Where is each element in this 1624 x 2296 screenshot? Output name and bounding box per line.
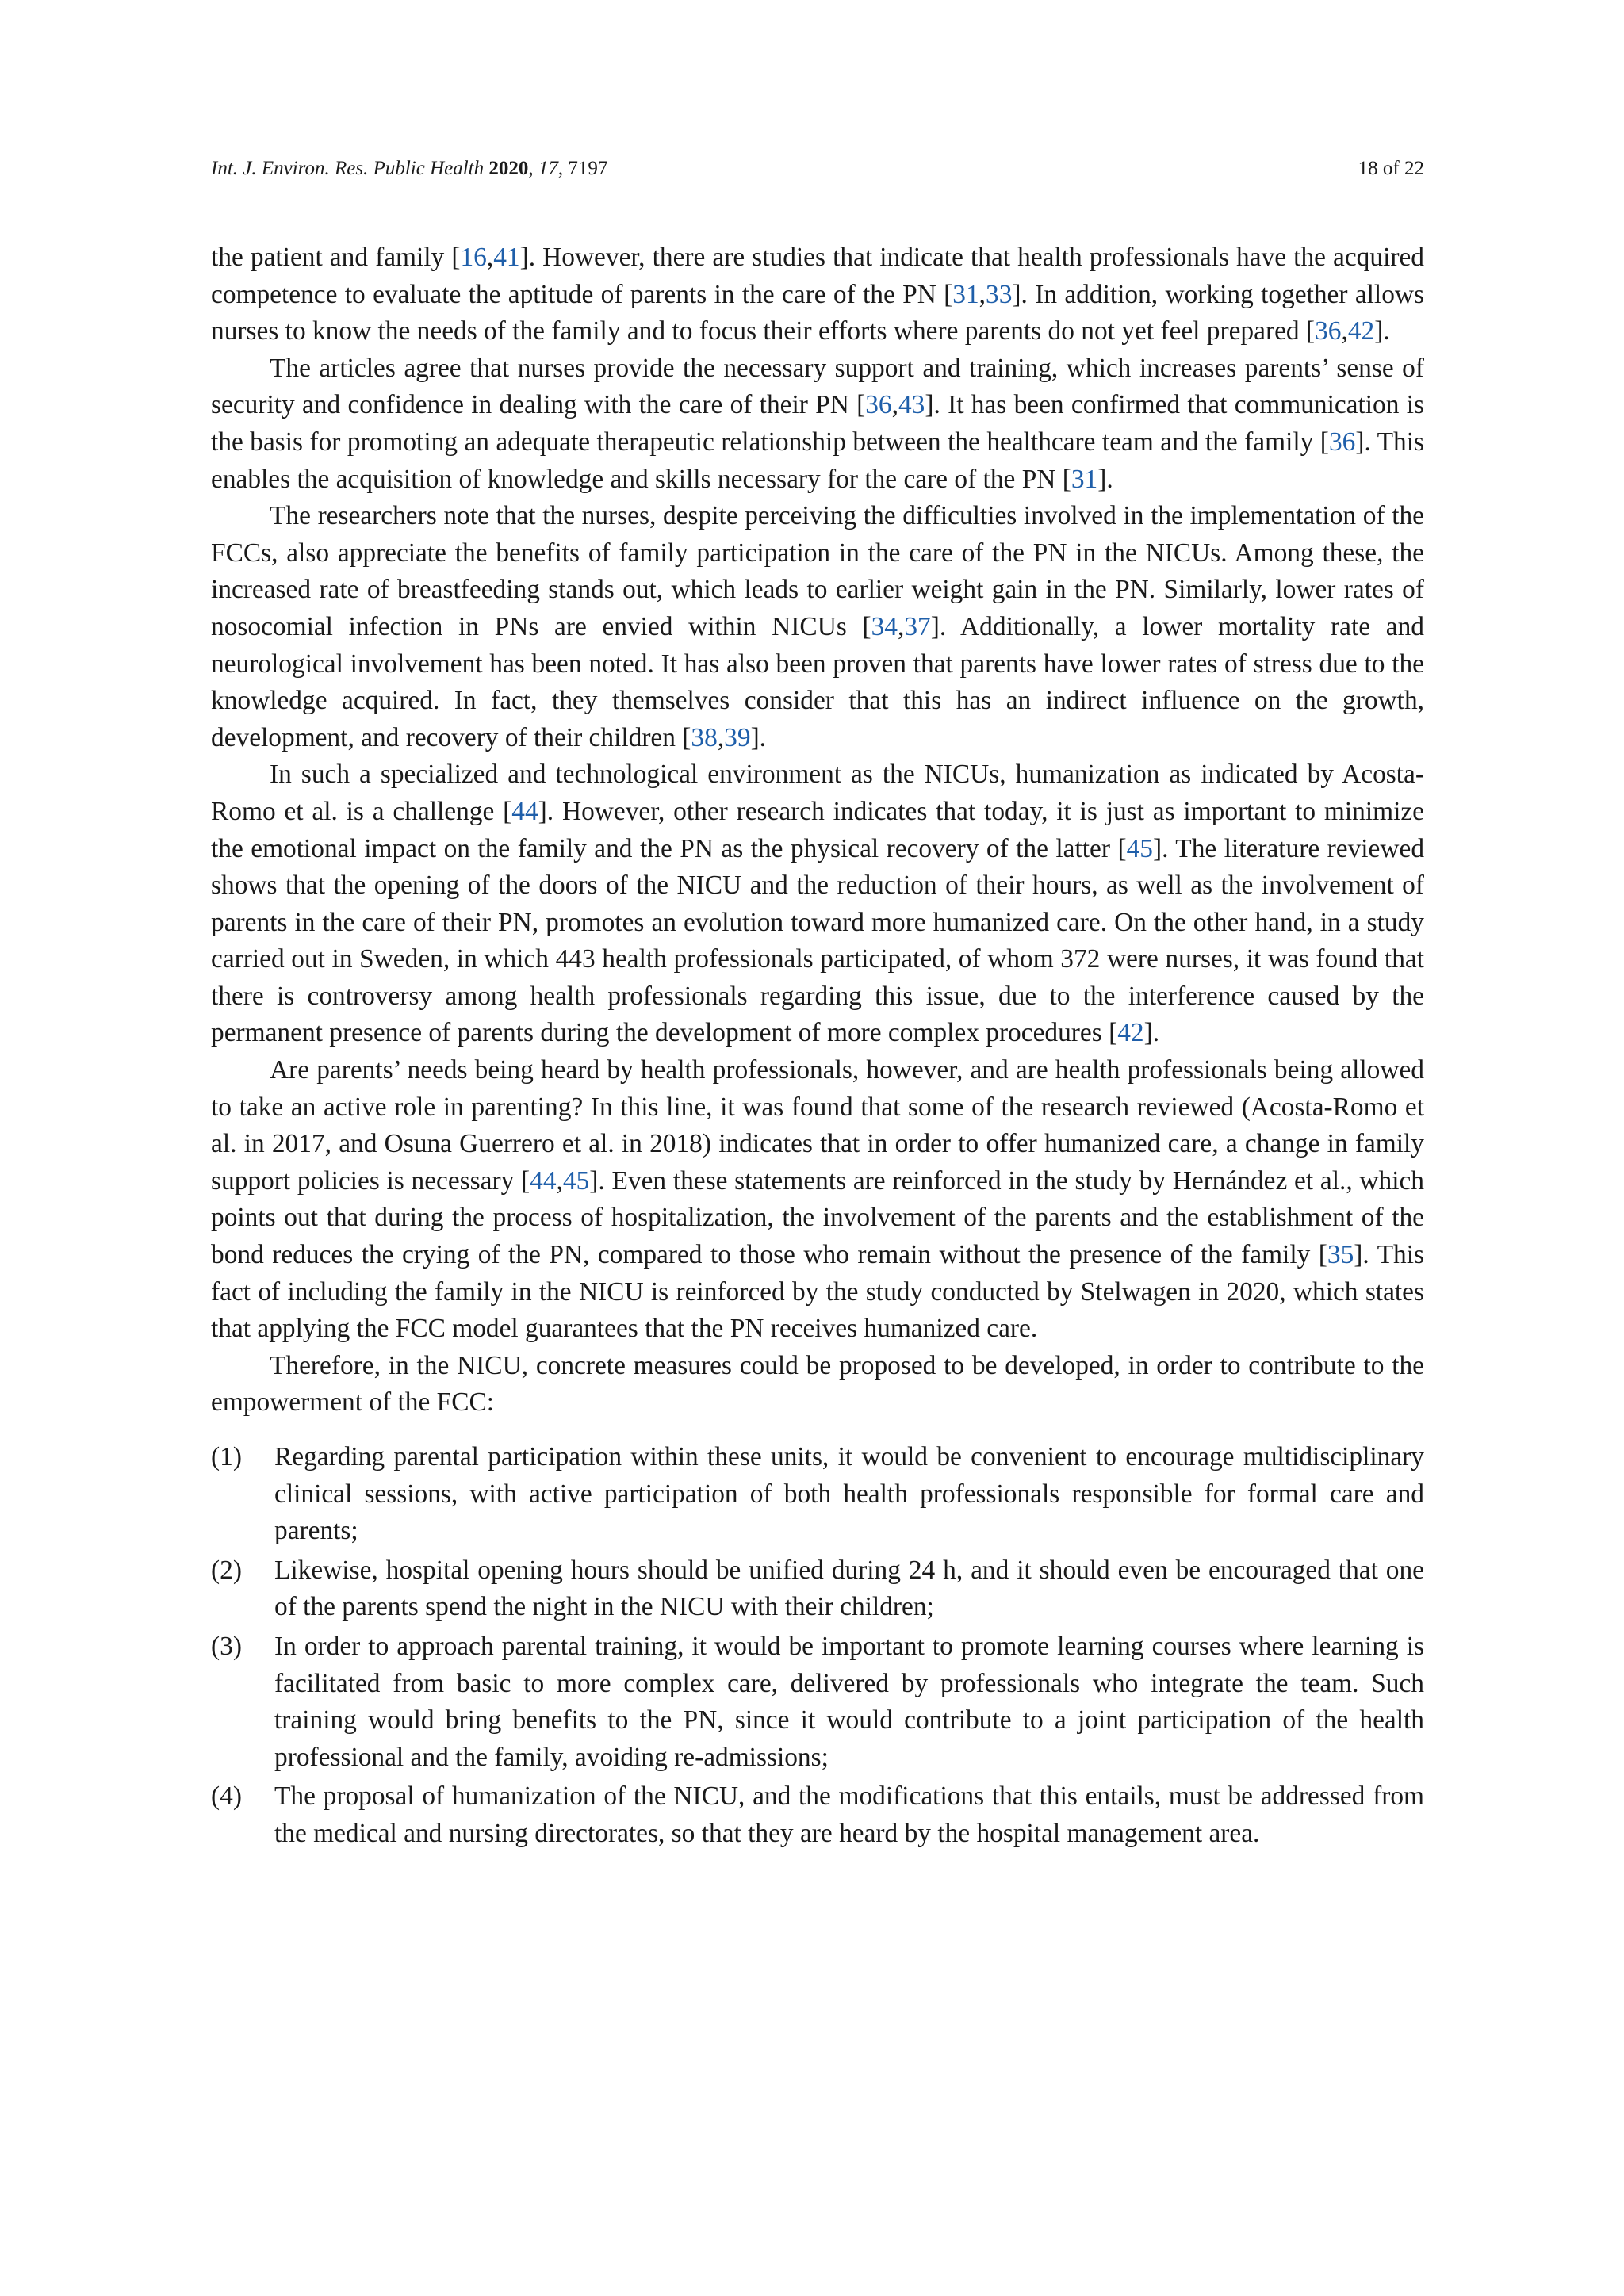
citation-link[interactable]: 42 <box>1117 1018 1144 1048</box>
body-paragraph <box>211 1052 1424 1348</box>
list-item <box>211 1628 1424 1776</box>
paragraph-text: The articles agree that nurses provide the necessary support and training, which increases parents’ sense of security and confidence in dealing with the care of their PN [ <box>211 353 1424 420</box>
citation-link[interactable]: 35 <box>1327 1240 1354 1270</box>
citation-link[interactable]: 31 <box>1071 464 1098 494</box>
citation-link[interactable]: 36 <box>1328 427 1356 457</box>
body-paragraph <box>211 239 1424 350</box>
paragraph-text: ]. <box>1374 316 1390 346</box>
citation-link[interactable]: 36 <box>865 390 892 420</box>
list-item-text: The proposal of humanization of the NICU, and the modifications that this entails, must be addressed from the medical and nursing directorates, so that they are heard by the hospital management area. <box>274 1781 1424 1848</box>
page-number: 18 of 22 <box>1358 158 1424 179</box>
citation-link[interactable]: 31 <box>952 279 979 309</box>
paragraph-text: Are parents’ needs being heard by health professionals, however, and are health professionals being allowed to take an active role in parenting? In this line, it was found that some of the research reviewed (Acosta-Romo et al. in 2017, and Osuna Guerrero et al. in 2018) indicates that in order to offer humanized care, a change in family support policies is necessary [ <box>211 1055 1424 1196</box>
paragraph-text: ]. <box>1097 464 1113 494</box>
list-item-text: In order to approach parental training, it would be important to promote learning courses where learning is facilitated from basic to more complex care, delivered by professionals who integrate the team. Such training would bring benefits to the PN, since it would contribute to a joint participation of the health professional and the family, avoiding re-admissions; <box>274 1631 1424 1772</box>
paragraph-text: , <box>1341 316 1348 346</box>
citation-link[interactable]: 41 <box>493 243 520 272</box>
article-number: 7197 <box>568 158 608 179</box>
list-item-text: Regarding parental participation within these units, it would be convenient to encourage multidisciplinary clinical sessions, with active participation of both health professionals responsible for formal care and parents; <box>274 1442 1424 1546</box>
citation-link[interactable]: 16 <box>460 243 487 272</box>
body-paragraph <box>211 1348 1424 1422</box>
citation-link[interactable]: 39 <box>724 722 751 752</box>
citation-link[interactable]: 44 <box>530 1165 557 1196</box>
paragraph-text: , <box>486 243 494 272</box>
journal-citation: Int. J. Environ. Res. Public Health 2020, 17, 7197 <box>211 158 608 179</box>
paragraph-text: ]. In addition, working together allows nurses to know the needs of the family and to focus their efforts where parents do not yet feel prepared [ <box>211 279 1425 346</box>
list-item <box>211 1778 1424 1852</box>
citation-link[interactable]: 43 <box>898 390 925 420</box>
journal-year: 2020 <box>488 158 529 179</box>
paragraph-text: , <box>556 1165 563 1196</box>
paragraph-text: ]. Even these statements are reinforced in the study by Hernández et al., which points out that during the process of hospitalization, the involvement of the parents and the establishment of the bond reduces the crying of the PN, compared to those who remain without the presence of the family [ <box>211 1165 1424 1270</box>
body-paragraph <box>211 498 1424 756</box>
citation-link[interactable]: 42 <box>1347 316 1375 346</box>
paragraph-text: ]. This fact of including the family in the NICU is reinforced by the study conducted by Stelwagen in 2020, which states that applying the FCC model guarantees that the PN receives humanized care. <box>211 1240 1425 1344</box>
paragraph-text: , <box>898 611 905 641</box>
paragraph-text: ]. The literature reviewed shows that the opening of the doors of the NICU and the reduction of their hours, as well as the involvement of parents in the care of their PN, promotes an evolution toward more humanized care. On the other hand, in a study carried out in Sweden, in which 443 health professionals participated, of whom 372 were nurses, it was found that there is controversy among health professionals regarding this issue, due to the interference caused by the permanent presence of parents during the development of more complex procedures [ <box>211 833 1425 1048</box>
list-item <box>211 1552 1424 1626</box>
list-item-text: Likewise, hospital opening hours should be unified during 24 h, and it should even be encouraged that one of the parents spend the night in the NICU with their children; <box>274 1555 1424 1622</box>
citation-link[interactable]: 45 <box>562 1165 590 1196</box>
paragraph-text: ]. Additionally, a lower mortality rate and neurological involvement has been noted. It has also been proven that parents have lower rates of stress due to the knowledge acquired. In fact, they themselves consider that this has an indirect influence on the growth, development, and recovery of their children [ <box>211 611 1424 752</box>
paragraph-text: ]. This enables the acquisition of knowledge and skills necessary for the care of the PN [ <box>211 427 1425 494</box>
paragraph-text: the patient and family [ <box>211 243 461 272</box>
paragraph-text: The researchers note that the nurses, despite perceiving the difficulties involved in the implementation of the FCCs, also appreciate the benefits of family participation in the care of the PN in the NICUs. Among these, the increased rate of breastfeeding stands out, which leads to earlier weight gain in the PN. Similarly, lower rates of nosocomial infection in PNs are envied within NICUs [ <box>211 501 1424 641</box>
body-paragraph <box>211 350 1424 498</box>
citation-link[interactable]: 37 <box>904 611 931 641</box>
citation-link[interactable]: 34 <box>871 611 898 641</box>
citation-link[interactable]: 45 <box>1126 833 1153 863</box>
paragraph-text: , <box>891 390 898 420</box>
paragraph-text: ]. However, other research indicates that today, it is just as important to minimize the emotional impact on the family and the PN as the physical recovery of the latter [ <box>211 796 1424 863</box>
paragraph-text: In such a specialized and technological environment as the NICUs, humanization as indicated by Acosta-Romo et al. is a challenge [ <box>211 760 1424 826</box>
paragraph-text: ]. It has been confirmed that communication is the basis for promoting an adequate therapeutic relationship between the healthcare team and the family [ <box>211 390 1424 457</box>
article-body <box>211 239 1424 1855</box>
citation-link[interactable]: 33 <box>986 279 1013 309</box>
list-item-number: (4) <box>211 1781 242 1812</box>
page-header <box>211 155 1424 182</box>
list-item <box>211 1439 1424 1550</box>
list-item-number: (2) <box>211 1555 242 1585</box>
body-paragraph <box>211 756 1424 1052</box>
citation-link[interactable]: 36 <box>1315 316 1342 346</box>
paragraph-text: Therefore, in the NICU, concrete measures could be proposed to be developed, in order to contribute to the empowerment of the FCC: <box>211 1350 1424 1418</box>
paragraph-text: ]. <box>750 722 767 752</box>
paragraph-text: , <box>979 279 986 309</box>
journal-volume: 17 <box>538 158 558 179</box>
citation-link[interactable]: 44 <box>511 796 538 826</box>
paragraph-text: ]. However, there are studies that indicate that health professionals have the acquired competence to evaluate the aptitude of parents in the care of the PN [ <box>211 243 1424 309</box>
list-item-number: (1) <box>211 1442 242 1471</box>
citation-link[interactable]: 38 <box>691 722 718 752</box>
list-item-number: (3) <box>211 1631 242 1661</box>
paragraph-text: ]. <box>1143 1018 1160 1048</box>
journal-name: Int. J. Environ. Res. Public Health <box>211 158 485 179</box>
paragraph-text: , <box>717 722 725 752</box>
body-paragraphs <box>211 239 1424 1422</box>
measures-list <box>211 1439 1424 1853</box>
